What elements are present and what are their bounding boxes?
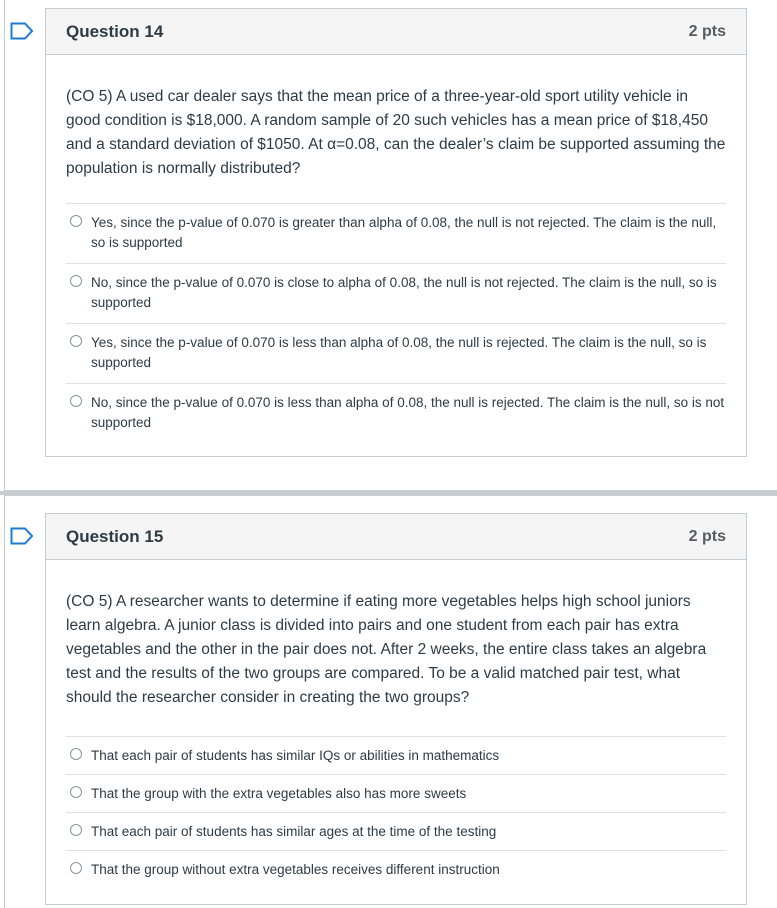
answer-option[interactable]: [66, 263, 726, 323]
question-14-card: [45, 8, 747, 457]
question-header: [46, 9, 746, 55]
answer-label[interactable]: Yes, since the p-value of 0.070 is less than alpha of 0.08, the null is rejected. The claim is the null, so is supported: [91, 335, 707, 370]
answer-option[interactable]: [66, 850, 726, 888]
answer-label[interactable]: That each pair of students has similar IQs or abilities in mathematics: [91, 748, 500, 763]
answer-option[interactable]: [66, 323, 726, 383]
radio-button-icon[interactable]: [70, 335, 82, 347]
radio-button-icon[interactable]: [70, 862, 82, 874]
answer-option[interactable]: [66, 203, 726, 263]
answer-option[interactable]: [66, 812, 726, 850]
question-header: [46, 514, 746, 560]
answer-label[interactable]: Yes, since the p-value of 0.070 is greater than alpha of 0.08, the null is not rejected. The claim is the null, so is supported: [91, 215, 717, 250]
answer-list: [66, 203, 726, 443]
question-text: (CO 5) A used car dealer says that the mean price of a three-year-old sport utility vehicle in good condition is $18,000. A random sample of 20 such vehicles has a mean price of $18,450 and a standard deviation of $1050. At α=0.08, can the dealer’s claim be supported assuming the population is normally distributed?: [66, 88, 726, 177]
radio-button-icon[interactable]: [70, 275, 82, 287]
answer-option[interactable]: [66, 736, 726, 774]
radio-button-icon[interactable]: [70, 395, 82, 407]
flag-question-icon[interactable]: [10, 527, 34, 545]
flag-question-icon[interactable]: [10, 22, 34, 40]
radio-button-icon[interactable]: [70, 215, 82, 227]
question-points: 2 pts: [688, 527, 726, 545]
question-points: 2 pts: [688, 22, 726, 40]
radio-button-icon[interactable]: [70, 748, 82, 760]
question-15-card: [45, 513, 747, 905]
radio-button-icon[interactable]: [70, 786, 82, 798]
radio-button-icon[interactable]: [70, 824, 82, 836]
answer-option[interactable]: [66, 383, 726, 443]
answer-label[interactable]: That each pair of students has similar ages at the time of the testing: [91, 824, 497, 839]
question-title: Question 15: [66, 526, 164, 546]
answer-label[interactable]: That the group with the extra vegetables also has more sweets: [91, 786, 467, 801]
answer-label[interactable]: No, since the p-value of 0.070 is close to alpha of 0.08, the null is not rejected. The claim is the null, so is supported: [91, 275, 717, 310]
question-title: Question 14: [66, 21, 164, 41]
answer-list: [66, 736, 726, 888]
answer-option[interactable]: [66, 774, 726, 812]
answer-label[interactable]: No, since the p-value of 0.070 is less than alpha of 0.08, the null is rejected. The claim is the null, so is not supported: [91, 395, 725, 430]
question-text: (CO 5) A researcher wants to determine if eating more vegetables helps high school juniors learn algebra. A junior class is divided into pairs and one student from each pair has extra vegetables and the other in the pair does not. After 2 weeks, the entire class takes an algebra test and the results of the two groups are compared. To be a valid matched pair test, what should the researcher consider in creating the two groups?: [66, 593, 707, 706]
answer-label[interactable]: That the group without extra vegetables receives different instruction: [91, 862, 500, 877]
